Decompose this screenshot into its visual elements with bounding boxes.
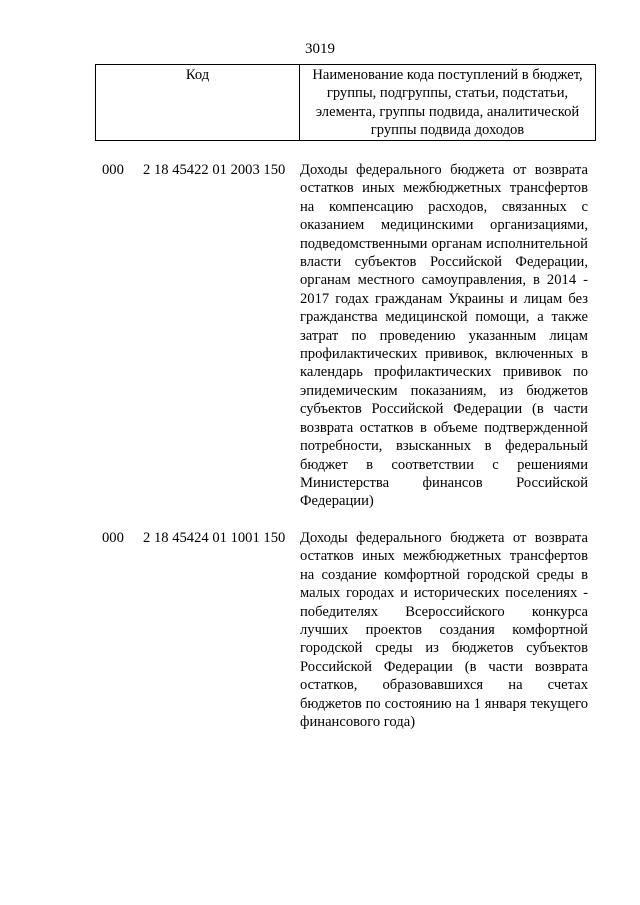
row-description: Доходы федерального бюджета от возврата остатков иных межбюджетных трансфертов на создание комфортной городской среды в малых городах и исторических поселениях - победителях Всероссийского конкурса лучших проектов создания комфортной городской среды из бюджетов субъектов Российской Федерации (в части возврата остатков, образовавшихся на счетах бюджетов по состоянию на 1 января текущего финансового года) — [300, 530, 588, 731]
column-header-table — [95, 64, 596, 141]
header-code-cell: Код — [96, 65, 300, 141]
row-admin-code: 000 — [102, 162, 124, 178]
header-name-cell: Наименование кода поступлений в бюджет, группы, подгруппы, статьи, подстатьи, элемента, группы подвида, аналитической группы подвида доходов — [300, 65, 596, 141]
row-income-code: 2 18 45424 01 1001 150 — [143, 530, 286, 546]
row-admin-code: 000 — [102, 530, 124, 546]
row-income-code: 2 18 45422 01 2003 150 — [143, 162, 286, 178]
header-row — [96, 65, 596, 141]
page-number: 3019 — [305, 41, 335, 57]
row-description: Доходы федерального бюджета от возврата остатков иных межбюджетных трансфертов на компенсацию расходов, связанных с оказанием медицинскими организациями, подведомственными органам исполнительной власти субъектов Российской Федерации, органам местного самоуправления, в 2014 - 2017 годах гражданам Украины и лицам без гражданства медицинской помощи, а также затрат по проведению указанным лицам профилактических прививок, включенных в календарь профилактических прививок по эпидемическим показаниям, из бюджетов субъектов Российской Федерации (в части возврата остатков в объеме подтвержденной потребности, взысканных в федеральный бюджет в соответствии с решениями Министерства финансов Российской Федерации) — [300, 162, 588, 510]
